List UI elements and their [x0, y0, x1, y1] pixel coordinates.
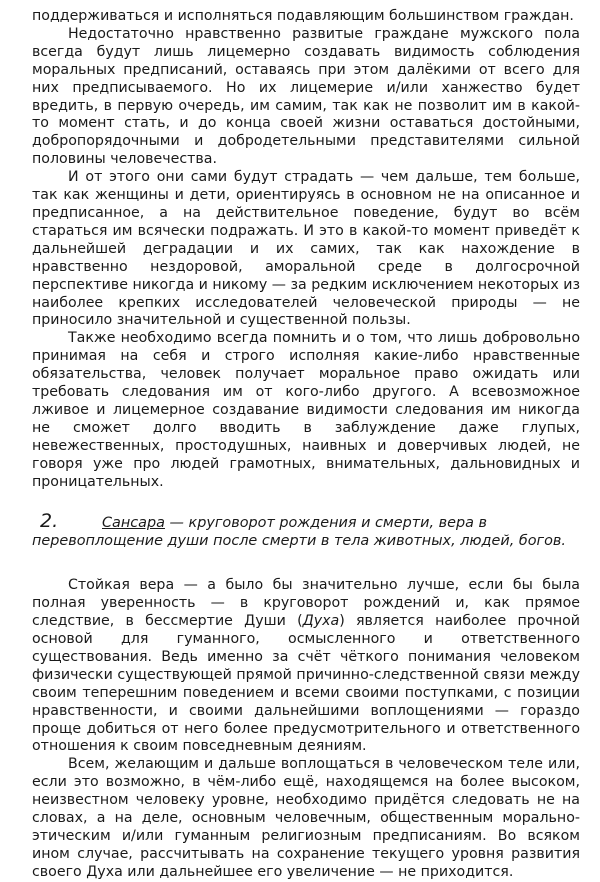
paragraph: И от этого они сами будут страдать — чем дальше, тем больше, так как женщины и дети, ориентируясь в основном не на описанное и предписанное, а на действительное поведение, будут во всём стараться им всячески подражать. И это в какой-то момент приведёт к дальнейшей деградации и их самих, так как нахождение в нравственно нездоровой, аморальной среде в долгосрочной перспективе никогда и никому — за редким исключением некоторых из наиболее крепких исследователей человеческой природы — не приносило значительной и существенной пользы.	[32, 169, 580, 329]
section-term: Сансара	[102, 515, 165, 532]
italic-term: Духа	[302, 613, 340, 630]
paragraph: Всем, желающим и дальше воплощаться в человеческом теле или, если это возможно, в чём-либо ещё, находящемся на более высоком, неизвестном человеку уровне, необходимо придётся следовать не на словах, а на деле, основным человечным, общественным морально-этическим и/или гуманным религиозным предписаниям. Во всяком ином случае, рассчитывать на сохранение текущего уровня развития своего Духа или дальнейшее его увеличение — не приходится.	[32, 756, 580, 880]
paragraph: Недостаточно нравственно развитые граждане мужского пола всегда будут лишь лицемерно создавать видимость соблюдения моральных предписаний, оставаясь при этом далёкими от всего для них предписываемого. Но их лицемерие и/или ханжество будет вредить, в первую очередь, им самим, так как не позволит им в какой-то момент стать, и до конца своей жизни оставаться достойными, добропорядочными и добродетельными представителями сильной половины человечества.	[32, 25, 580, 168]
paragraph-text: ) является наиболее прочной основой для гуманного, осмысленного и ответственного существования. Ведь именно за счёт чёткого понимания человеком физически существующей прямой причинно-следственной связи между своим теперешним поведением и всеми своими поступками, с позиции нравственности, и своими дальнейшими воплощениями — гораздо проще добиться от него более предусмотрительного и ответственного отношения к своим повседневным деяниям.	[32, 613, 580, 755]
paragraph	[32, 577, 580, 756]
section-definition: — круговорот рождения и смерти, вера в перевоплощение души после смерти в тела животных, людей, богов.	[32, 515, 566, 550]
document-page	[32, 8, 580, 882]
section-number: 2.	[40, 510, 59, 533]
paragraph: Также необходимо всегда помнить и о том, что лишь добровольно принимая на себя и строго исполняя какие-либо нравственные обязательства, человек получает моральное право ожидать или требовать следования им от кого-либо другого. А всевозможное лживое и лицемерное создавание видимости следования им никогда не сможет долго вводить в заблуждение даже глупых, невежественных, простодушных, наивных и доверчивых людей, не говоря уже про людей грамотных, внимательных, дальновидных и проницательных.	[32, 330, 580, 490]
section-heading	[32, 510, 580, 551]
paragraph-text: Стойкая вера — а было бы значительно лучше, если бы была полная уверенность — в круговорот рождений и, как прямое следствие, в бессмертие Души (	[32, 577, 580, 630]
paragraph-continuation: поддерживаться и исполняться подавляющим большинством граждан.	[32, 8, 574, 24]
